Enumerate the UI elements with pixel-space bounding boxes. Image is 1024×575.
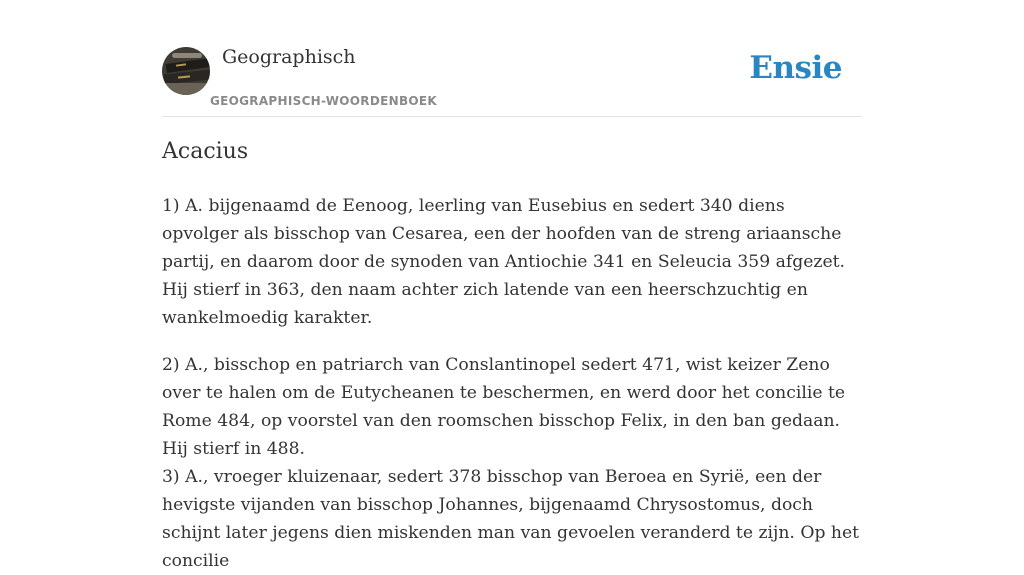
dictionary-subtitle[interactable]: GEOGRAPHISCH-WOORDENBOEK bbox=[210, 94, 437, 108]
article-title: Acacius bbox=[162, 139, 249, 164]
brand-logo[interactable]: Ensie bbox=[749, 50, 842, 86]
article-paragraph: 1) A. bijgenaamd de Eenoog, leerling van Eusebius en sedert 340 diens opvolger als bisschop van Cesarea, een der hoofden van de streng ariaansche partij, en daarom door de synoden van Antiochie 341 en Seleucia 359 afgezet. Hij stierf in 363, den naam achter zich latende van een heerschzuchtig en wankelmoedig karakter. bbox=[162, 196, 846, 328]
page-container bbox=[162, 0, 862, 571]
article-paragraph: 2) A., bisschop en patriarch van Conslantinopel sedert 471, wist keizer Zeno over te halen om de Eutycheanen te beschermen, en werd door het concilie te Rome 484, op voorstel van den roomschen bisschop Felix, in den ban gedaan. Hij stierf in 488. bbox=[162, 355, 846, 459]
dictionary-title[interactable]: Geographisch bbox=[222, 46, 356, 68]
article-paragraph: 3) A., vroeger kluizenaar, sedert 378 bisschop van Beroea en Syrië, een der hevigste vijanden van bisschop Johannes, bijgenaamd Chrysostomus, doch schijnt later jegens dien miskenden man van gevoelen veranderd te zijn. Op het concilie bbox=[162, 467, 860, 571]
dictionary-avatar[interactable] bbox=[162, 47, 210, 95]
site-header bbox=[162, 0, 862, 117]
article-body bbox=[162, 192, 862, 575]
